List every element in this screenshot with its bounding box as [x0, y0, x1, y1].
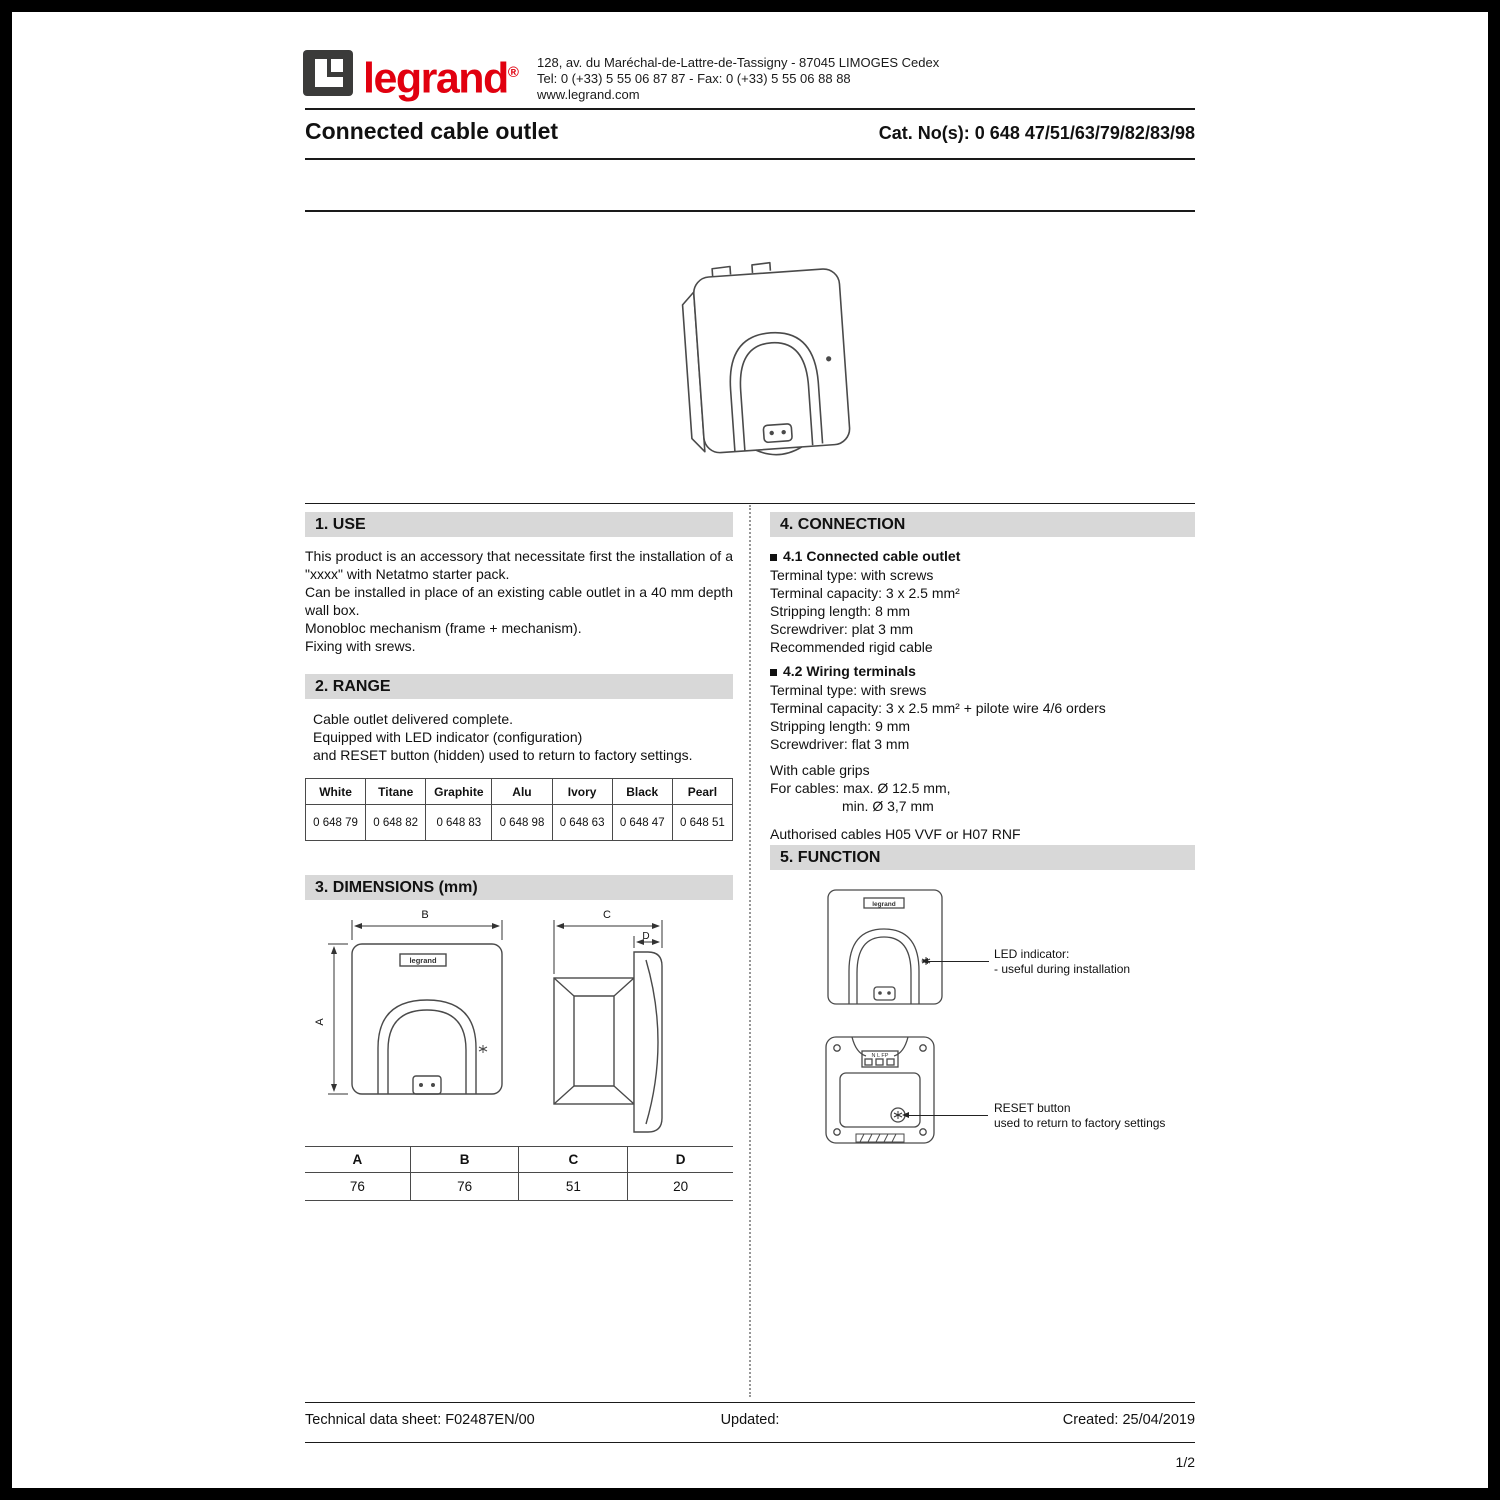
connection-text [770, 547, 1195, 843]
use-text [305, 547, 733, 655]
connection-line: Recommended rigid cable [770, 639, 933, 655]
rule-header [305, 108, 1195, 110]
mini-logo-label: legrand [409, 956, 437, 965]
section-heading-dimensions: 3. DIMENSIONS (mm) [305, 875, 733, 900]
product-drawing [655, 226, 855, 494]
section-heading-use: 1. USE [305, 512, 733, 537]
footer-datasheet-ref: Technical data sheet: F02487EN/00 [305, 1412, 535, 1428]
page-number: 1/2 [1175, 1454, 1195, 1470]
function-mechanism-drawing [820, 1029, 940, 1153]
color-header: Alu [492, 779, 552, 805]
sub-title-text: 4.2 Wiring terminals [783, 663, 916, 679]
reset-callout-text [994, 1101, 1204, 1131]
ref-cell: 0 648 83 [426, 805, 492, 841]
ref-cell: 0 648 51 [672, 805, 732, 841]
connection-line: Authorised cables H05 VVF or H07 RNF [770, 826, 1021, 842]
connection-line: For cables: max. Ø 12.5 mm, [770, 780, 951, 796]
ref-cell: 0 648 47 [612, 805, 672, 841]
use-paragraph: Can be installed in place of an existing cable outlet in a 40 mm depth wall box. [305, 584, 733, 618]
rule-sections-top [305, 503, 1195, 504]
connection-sub-title-41 [770, 547, 1195, 565]
dim-header: C [519, 1147, 628, 1173]
use-paragraph: Monobloc mechanism (frame + mechanism). [305, 620, 582, 636]
legrand-logo-icon [303, 50, 353, 96]
dimension-front-view-drawing [312, 902, 517, 1142]
section-heading-function: 5. FUNCTION [770, 845, 1195, 870]
connection-line: Terminal capacity: 3 x 2.5 mm² [770, 585, 960, 601]
color-header: Graphite [426, 779, 492, 805]
ref-cell: 0 648 82 [366, 805, 426, 841]
dim-label-d: D [642, 931, 650, 942]
connection-line: With cable grips [770, 762, 870, 778]
catalog-numbers: Cat. No(s): 0 648 47/51/63/79/82/83/98 [878, 123, 1195, 143]
brand-header [303, 50, 519, 101]
led-callout-arrow [927, 961, 989, 962]
mini-logo-label: legrand [872, 901, 896, 908]
dim-label-b: B [421, 909, 429, 921]
footer-updated: Updated: [720, 1412, 780, 1428]
footer-created: Created: 25/04/2019 [1062, 1412, 1196, 1428]
color-header: White [306, 779, 366, 805]
dimensions-table [305, 1146, 733, 1201]
connection-line: Terminal type: with srews [770, 682, 927, 698]
section-heading-connection: 4. CONNECTION [770, 512, 1195, 537]
dim-header: D [628, 1147, 733, 1173]
range-line: Equipped with LED indicator (configuration) [313, 729, 583, 745]
company-address [537, 55, 939, 103]
connection-line: Terminal type: with screws [770, 567, 934, 583]
dimension-side-view-drawing [540, 902, 680, 1142]
dim-value: 20 [628, 1173, 733, 1201]
left-column [305, 12, 733, 13]
rule-mid [305, 210, 1195, 212]
rule-footer-bottom [305, 1442, 1195, 1443]
range-table-ref-row [306, 805, 733, 841]
title-row [305, 118, 1195, 145]
page-title: Connected cable outlet [305, 118, 559, 144]
led-callout-text [994, 947, 1204, 977]
color-header: Titane [366, 779, 426, 805]
terminal-labels: N L FP [871, 1053, 889, 1059]
sub-title-text: 4.1 Connected cable outlet [783, 548, 961, 564]
function-front-plate-drawing [818, 885, 953, 1010]
registered-mark: ® [507, 64, 519, 81]
ref-cell: 0 648 63 [552, 805, 612, 841]
connection-line: Stripping length: 9 mm [770, 718, 911, 734]
rule-under-title [305, 158, 1195, 160]
color-header: Black [612, 779, 672, 805]
dim-label-c: C [603, 909, 611, 921]
range-table [305, 778, 733, 841]
connection-line: Screwdriver: plat 3 mm [770, 621, 914, 637]
ref-cell: 0 648 98 [492, 805, 552, 841]
connection-line: Stripping length: 8 mm [770, 603, 911, 619]
color-header: Pearl [672, 779, 732, 805]
square-bullet-icon [770, 669, 777, 676]
use-paragraph: This product is an accessory that necessitate first the installation of a "xxxx" with Netatmo starter pack. [305, 548, 733, 582]
dim-value: 76 [410, 1173, 519, 1201]
footer [305, 1412, 1195, 1428]
brand-wordmark [363, 50, 519, 101]
use-paragraph: Fixing with srews. [305, 638, 416, 654]
rule-footer-top [305, 1402, 1195, 1403]
range-line: and RESET button (hidden) used to return to factory settings. [313, 747, 693, 763]
square-bullet-icon [770, 554, 777, 561]
address-line-2: Tel: 0 (+33) 5 55 06 87 87 - Fax: 0 (+33) 5 55 06 88 88 [537, 71, 851, 86]
reset-callout-arrow [908, 1115, 988, 1116]
color-header: Ivory [552, 779, 612, 805]
dim-header-row [305, 1147, 733, 1173]
page [12, 12, 1488, 1488]
brand-name: legrand [363, 54, 508, 103]
led-label-line1: LED indicator: [994, 947, 1070, 961]
dim-header: A [305, 1147, 410, 1173]
function-area [770, 877, 1195, 1207]
dim-header: B [410, 1147, 519, 1173]
connection-line: Terminal capacity: 3 x 2.5 mm² + pilote wire 4/6 orders [770, 700, 1106, 716]
dim-value: 51 [519, 1173, 628, 1201]
connection-sub-title-42 [770, 662, 1195, 680]
address-line-1: 128, av. du Maréchal-de-Lattre-de-Tassigny - 87045 LIMOGES Cedex [537, 55, 940, 70]
website-link[interactable]: www.legrand.com [537, 87, 640, 102]
section-heading-range: 2. RANGE [305, 674, 733, 699]
reset-label-line1: RESET button [994, 1101, 1071, 1115]
range-text [305, 710, 733, 764]
dim-label-a: A [314, 1018, 326, 1026]
reset-label-line2: used to return to factory settings [994, 1116, 1166, 1130]
ref-cell: 0 648 79 [306, 805, 366, 841]
led-label-line2: - useful during installation [994, 962, 1131, 976]
dim-value: 76 [305, 1173, 410, 1201]
column-divider [749, 505, 751, 1397]
range-table-header-row [306, 779, 733, 805]
range-line: Cable outlet delivered complete. [313, 711, 514, 727]
dim-value-row [305, 1173, 733, 1201]
connection-line: min. Ø 3,7 mm [842, 798, 934, 814]
connection-line: Screwdriver: flat 3 mm [770, 736, 910, 752]
